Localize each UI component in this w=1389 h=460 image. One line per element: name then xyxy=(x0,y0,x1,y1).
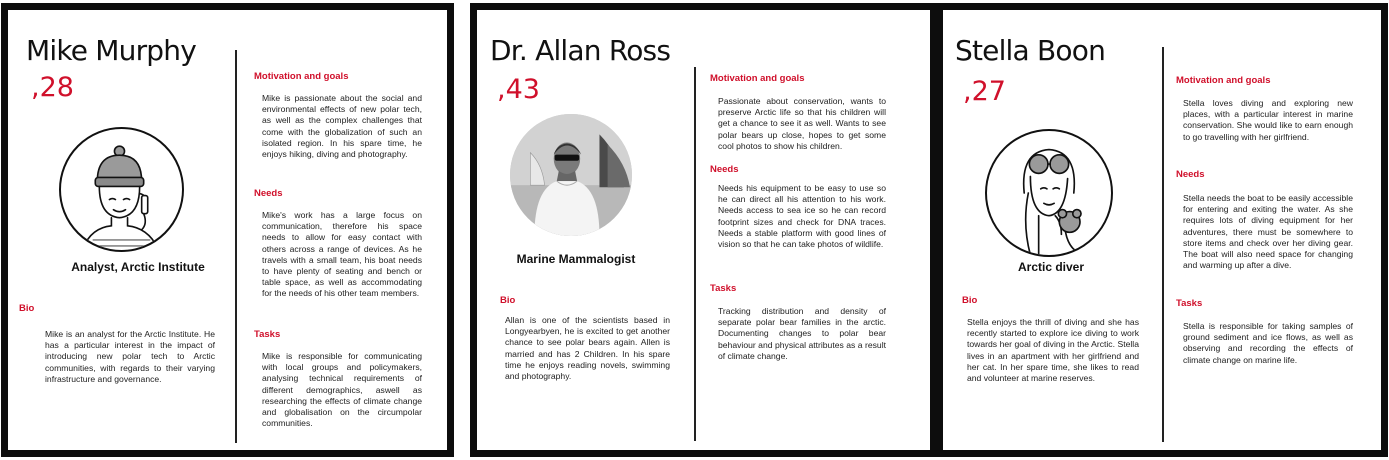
tasks-text: Stella is responsible for taking samples of ground sediment and ice flows, as well as observing and recording the effects of climate change on marine life. xyxy=(1183,321,1353,365)
bio-heading: Bio xyxy=(500,295,516,306)
tasks-text: Tracking distribution and density of separate polar bear families in the arctic. Documenting changes to polar bear behaviour and physical attributes as a result of climate change. xyxy=(718,306,886,361)
column-divider xyxy=(1162,47,1164,442)
tasks-heading: Tasks xyxy=(1176,298,1203,309)
persona-role: Analyst, Arctic Institute xyxy=(71,260,205,274)
persona-role: Marine Mammalogist xyxy=(516,252,636,266)
needs-heading: Needs xyxy=(710,164,739,175)
motivation-heading: Motivation and goals xyxy=(254,71,349,82)
bio-heading: Bio xyxy=(19,303,35,314)
needs-text: Mike's work has a large focus on communication, therefore his space needs to allow for easy contact with others across a range of devices. As he travels with a small team, his boat needs to have plenty of seating and bench or table space, as well as accommodating for the needs of his other team members. xyxy=(262,210,422,299)
motivation-text: Mike is passionate about the social and environmental effects of new polar tech, as well as the complex challenges that come with the globalization of such an isolated region. In his spare time, he enjoys hiking, diving and photography. xyxy=(262,93,422,160)
bio-text: Allan is one of the scientists based in Longyearbyen, he is excited to get another chance to see polar bears again. Allen is married and has 2 Children. In his spare time he enjoys reading novels, swimming and photography. xyxy=(505,315,670,382)
needs-heading: Needs xyxy=(254,188,283,199)
persona-name: Mike Murphy xyxy=(26,34,196,67)
avatar-illustration xyxy=(59,127,184,252)
column-divider xyxy=(235,50,237,443)
tasks-text: Mike is responsible for communicating with local groups and policymakers, analysing technical requirements of different demographics, aswell as researching the effects of climate change and globalisation on the circumpolar communities. xyxy=(262,351,422,429)
avatar-photo xyxy=(510,114,632,236)
needs-heading: Needs xyxy=(1176,169,1205,180)
persona-card-allan xyxy=(470,3,937,457)
bio-text: Mike is an analyst for the Arctic Institute. He has a particular interest in the impact of introducing new polar tech to Arctic communities, with regards to their varying infrastructure and governance. xyxy=(45,329,215,384)
persona-card-stella xyxy=(936,3,1388,457)
avatar-illustration xyxy=(985,129,1113,257)
persona-name: Stella Boon xyxy=(955,34,1106,67)
motivation-heading: Motivation and goals xyxy=(1176,75,1271,86)
motivation-text: Passionate about conservation, wants to preserve Arctic life so that his children will get a chance to see it as well. Wants to see polar bears up close, hopes to get some cool photos to show his children. xyxy=(718,96,886,151)
column-divider xyxy=(694,67,696,441)
persona-age: ,43 xyxy=(497,74,540,105)
tasks-heading: Tasks xyxy=(710,283,737,294)
motivation-heading: Motivation and goals xyxy=(710,73,805,84)
persona-age: ,28 xyxy=(31,72,74,103)
needs-text: Needs his equipment to be easy to use so he can direct all his attention to his work. Needs access to sea ice so he can record footprint sizes and check for DNA traces. Needs a stable platform with good lines of vision so that he can take photos of wildlife. xyxy=(718,183,886,250)
persona-role: Arctic diver xyxy=(1017,260,1085,274)
persona-card-mike xyxy=(1,3,454,457)
needs-text: Stella needs the boat to be easily accessible for entering and exiting the water. As she requires lots of diving equipment for her adventures, there must be somewhere to store items and check over her diving gear. The boat will also need space for changing and warming up after a dive. xyxy=(1183,193,1353,271)
motivation-text: Stella loves diving and exploring new places, with a particular interest in marine conservation. She would like to earn enough to go travelling with her girlfriend. xyxy=(1183,98,1353,142)
persona-name: Dr. Allan Ross xyxy=(490,34,671,67)
bio-heading: Bio xyxy=(962,295,978,306)
persona-age: ,27 xyxy=(963,76,1006,107)
tasks-heading: Tasks xyxy=(254,329,281,340)
bio-text: Stella enjoys the thrill of diving and she has recently started to explore ice diving to work towards her goal of diving in the Arctic. Stella lives in an apartment with her girlfriend and her cat. In her spare time, she likes to read and volunteer at marine reserves. xyxy=(967,317,1139,384)
